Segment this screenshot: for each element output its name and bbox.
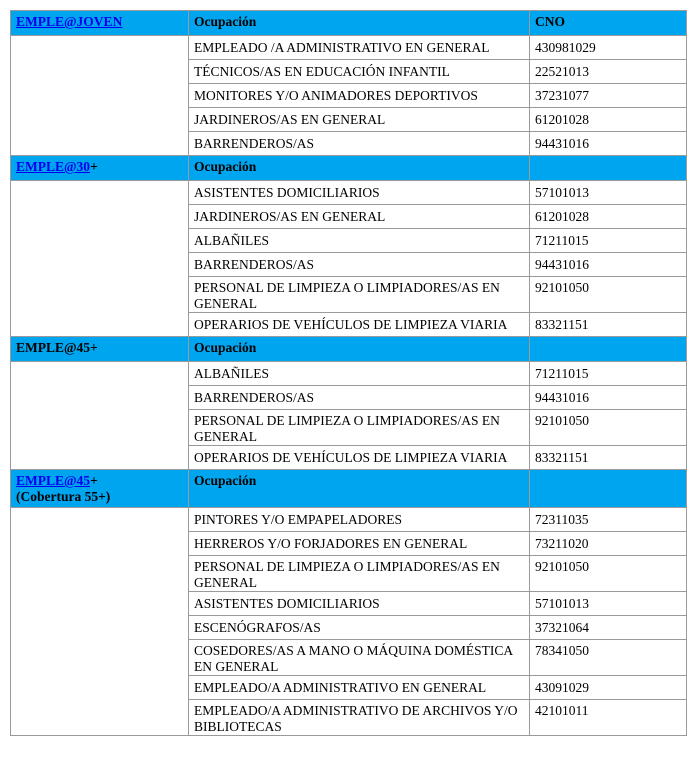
cno-cell: 92101050: [530, 277, 687, 313]
cno-cell: 61201028: [530, 205, 687, 229]
occupation-cell: BARRENDEROS/AS: [189, 386, 530, 410]
cno-cell: 430981029: [530, 36, 687, 60]
occupation-cell: PERSONAL DE LIMPIEZA O LIMPIADORES/AS EN GENERAL: [189, 277, 530, 313]
cno-cell: 61201028: [530, 108, 687, 132]
cno-cell: 72311035: [530, 508, 687, 532]
program-name: EMPLE@45+: [16, 340, 98, 355]
program-name-cell: [11, 337, 189, 362]
cno-header: [530, 156, 687, 181]
cno-cell: 94431016: [530, 132, 687, 156]
occupations-table: [10, 10, 687, 736]
table-row: [11, 36, 687, 60]
occupation-cell: ASISTENTES DOMICILIARIOS: [189, 592, 530, 616]
cno-cell: 92101050: [530, 410, 687, 446]
occupation-header: Ocupación: [189, 337, 530, 362]
occupation-header: Ocupación: [189, 11, 530, 36]
occupation-cell: ASISTENTES DOMICILIARIOS: [189, 181, 530, 205]
cno-cell: 57101013: [530, 181, 687, 205]
table-row: [11, 508, 687, 532]
section-header-row: [11, 156, 687, 181]
cno-cell: 94431016: [530, 253, 687, 277]
program-blank-cell: [11, 362, 189, 470]
occupation-cell: COSEDORES/AS A MANO O MÁQUINA DOMÉSTICA EN GENERAL: [189, 640, 530, 676]
occupation-cell: ESCENÓGRAFOS/AS: [189, 616, 530, 640]
occupation-cell: MONITORES Y/O ANIMADORES DEPORTIVOS: [189, 84, 530, 108]
program-link[interactable]: EMPLE@JOVEN: [16, 14, 123, 29]
occupation-cell: BARRENDEROS/AS: [189, 132, 530, 156]
program-blank-cell: [11, 508, 189, 736]
cno-cell: 71211015: [530, 362, 687, 386]
program-name-cell: [11, 11, 189, 36]
cno-cell: 94431016: [530, 386, 687, 410]
table-row: [11, 181, 687, 205]
cno-header: [530, 337, 687, 362]
table-row: [11, 362, 687, 386]
occupation-cell: EMPLEADO/A ADMINISTRATIVO EN GENERAL: [189, 676, 530, 700]
occupation-cell: OPERARIOS DE VEHÍCULOS DE LIMPIEZA VIARIA: [189, 313, 530, 337]
cno-header: CNO: [530, 11, 687, 36]
program-name-cell: [11, 156, 189, 181]
program-blank-cell: [11, 36, 189, 156]
cno-cell: 43091029: [530, 676, 687, 700]
section-header-row: [11, 11, 687, 36]
occupation-cell: PERSONAL DE LIMPIEZA O LIMPIADORES/AS EN GENERAL: [189, 410, 530, 446]
occupation-header: Ocupación: [189, 470, 530, 508]
occupation-cell: EMPLEADO/A ADMINISTRATIVO DE ARCHIVOS Y/O BIBLIOTECAS: [189, 700, 530, 736]
program-suffix: +: [90, 159, 98, 174]
occupation-cell: EMPLEADO /A ADMINISTRATIVO EN GENERAL: [189, 36, 530, 60]
cno-header: [530, 470, 687, 508]
cno-cell: 83321151: [530, 313, 687, 337]
occupation-cell: TÉCNICOS/AS EN EDUCACIÓN INFANTIL: [189, 60, 530, 84]
occupation-cell: JARDINEROS/AS EN GENERAL: [189, 108, 530, 132]
occupation-cell: JARDINEROS/AS EN GENERAL: [189, 205, 530, 229]
program-link[interactable]: EMPLE@30: [16, 159, 91, 174]
occupation-cell: BARRENDEROS/AS: [189, 253, 530, 277]
cno-cell: 42101011: [530, 700, 687, 736]
program-blank-cell: [11, 181, 189, 337]
cno-cell: 37231077: [530, 84, 687, 108]
cno-cell: 57101013: [530, 592, 687, 616]
cno-cell: 78341050: [530, 640, 687, 676]
cno-cell: 71211015: [530, 229, 687, 253]
occupation-cell: OPERARIOS DE VEHÍCULOS DE LIMPIEZA VIARIA: [189, 446, 530, 470]
program-link[interactable]: EMPLE@45: [16, 473, 91, 488]
occupation-header: Ocupación: [189, 156, 530, 181]
cno-cell: 83321151: [530, 446, 687, 470]
occupation-cell: ALBAÑILES: [189, 229, 530, 253]
occupation-cell: HERREROS Y/O FORJADORES EN GENERAL: [189, 532, 530, 556]
section-header-row: [11, 470, 687, 508]
cno-cell: 73211020: [530, 532, 687, 556]
cno-cell: 22521013: [530, 60, 687, 84]
occupation-cell: PERSONAL DE LIMPIEZA O LIMPIADORES/AS EN GENERAL: [189, 556, 530, 592]
section-header-row: [11, 337, 687, 362]
program-suffix: +: [90, 473, 98, 488]
cno-cell: 37321064: [530, 616, 687, 640]
program-note: (Cobertura 55+): [16, 489, 111, 504]
program-name-cell: [11, 470, 189, 508]
occupation-cell: PINTORES Y/O EMPAPELADORES: [189, 508, 530, 532]
occupation-cell: ALBAÑILES: [189, 362, 530, 386]
cno-cell: 92101050: [530, 556, 687, 592]
